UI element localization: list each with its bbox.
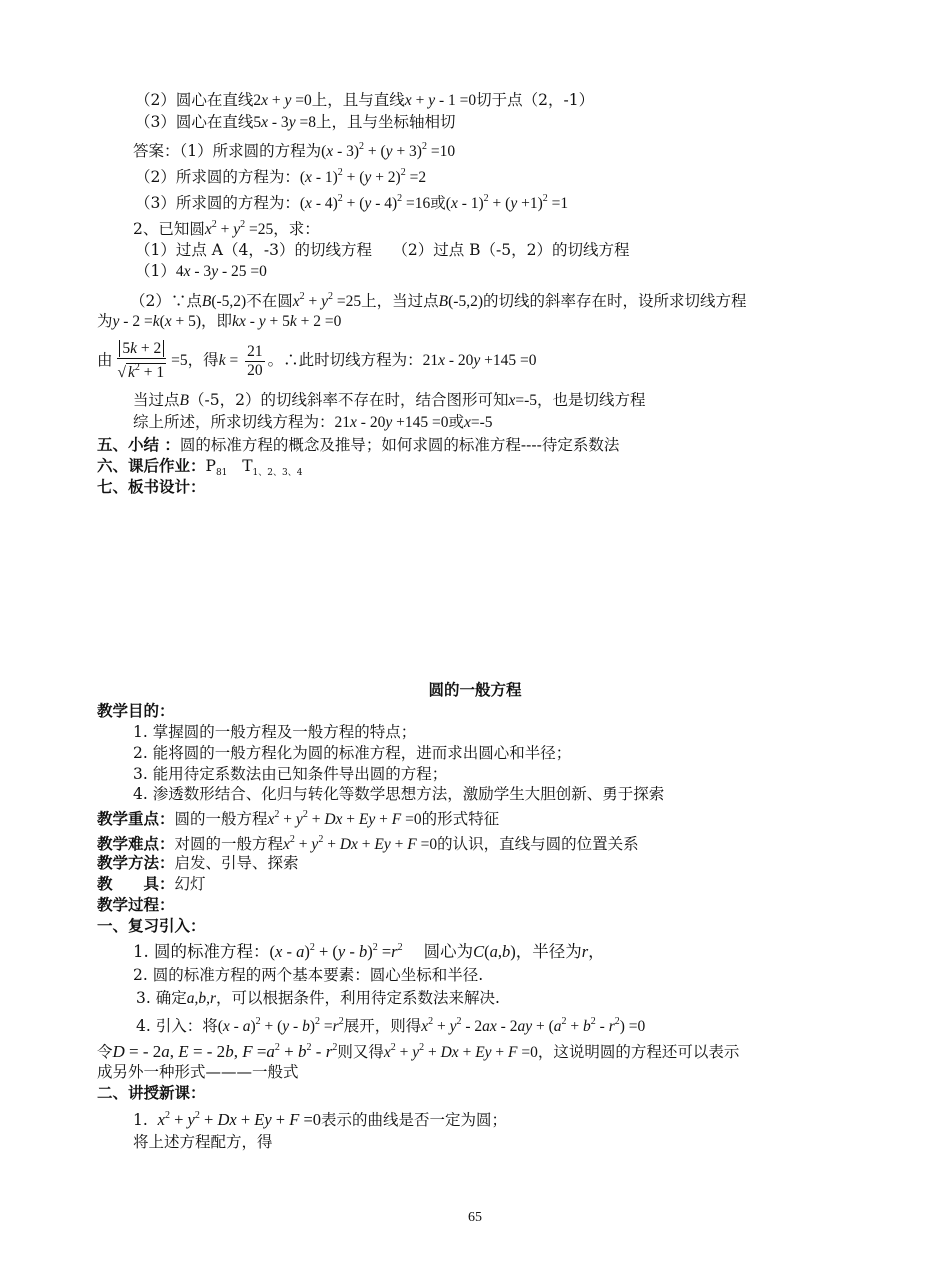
text: 展开，则得: [343, 1017, 422, 1035]
line-n2: 将上述方程配方，得: [133, 1133, 273, 1151]
math: D = - 2a, E = - 2b, $F =a^2 + b^2 - r^2$: [112, 1042, 338, 1061]
sub: 81: [215, 468, 228, 479]
sec1-heading: 一、复习引入：: [97, 917, 206, 935]
math: x=-5: [463, 414, 493, 431]
text: 的认识，直线与圆的位置关系: [437, 835, 639, 853]
text: （3）所求圆的方程为：: [135, 194, 300, 212]
math: 21x - 20y +145 =0: [334, 414, 449, 431]
line-dangguo: [133, 390, 646, 411]
line-q2-a1: [135, 261, 267, 282]
goal-3: 3. 能用待定系数法由已知条件导出圆的方程；: [133, 765, 448, 783]
text: ，即: [201, 312, 233, 330]
text: （1）过点 A（4，-3）的切线方程 （2）过点 B（-5，2）的切线方程: [135, 241, 630, 259]
text: 圆心为: [423, 942, 474, 961]
text: 1. 圆的标准方程：: [133, 942, 270, 961]
text: 4. 引入：将: [136, 1017, 218, 1035]
heading: 教 具：: [97, 875, 175, 893]
heading: 七、板书设计：: [97, 478, 206, 496]
text: 或: [448, 413, 464, 431]
text: （3）圆心在直线: [135, 113, 254, 131]
text: 答案：（1）所求圆的方程为: [133, 142, 322, 160]
text: （1）: [135, 262, 176, 280]
line-s5: [97, 435, 619, 455]
text: 为: [97, 312, 113, 330]
text: 或: [430, 194, 446, 212]
fraction: $\frac{5k + 2}{√ k^2 + 1}$: [116, 340, 169, 382]
line-cheng: 成另外一种形式———一般式: [97, 1063, 299, 1081]
sec2-heading: 二、讲授新课：: [97, 1084, 206, 1102]
math: $(x - 3)^2 + (y + 3)^2 =10$: [321, 141, 456, 160]
math: $x^2 + y^2 =25$: [204, 219, 274, 238]
line-tool: [97, 874, 206, 894]
text: 切于点（2，-1）: [476, 91, 595, 109]
line-you: 由 $\frac{5k + 2}{√ k^2 + 1}$ =5，得k = $\frac{21}{20}$ 。∴此时切线方程为：21x - 20y +145 =0: [97, 340, 537, 381]
line-q2-1: [135, 240, 630, 260]
text: ，也是切线方程: [537, 391, 646, 409]
text: 则又得: [337, 1043, 384, 1061]
text: （-5，2）的切线斜率不存在时，结合图形可知: [188, 391, 509, 409]
text: ，这说明圆的方程还可以表示: [537, 1043, 740, 1061]
math: $(x - a)^2 + (y - b)^2 =r^2$: [217, 1016, 344, 1035]
math: 5x - 3y =8: [253, 114, 316, 131]
line-zongshang: [133, 412, 493, 433]
math: $x^2 + y^2 + Dx + Ey + F =0$: [267, 809, 422, 828]
heading: 教学难点：: [97, 835, 175, 853]
math: B: [179, 392, 189, 409]
math: x + y - 1 =0: [404, 92, 477, 109]
math: x=-5: [508, 392, 537, 409]
goal-heading: 教学目的：: [97, 702, 175, 720]
line-r1: 1. 圆的标准方程：$(x - a)^2 + (y - b)^2 =r^2$ 圆心为C(a,b)，半径为r，: [133, 942, 605, 961]
line-q2-a2: [130, 287, 747, 312]
text: 令: [97, 1043, 113, 1061]
line-r2: 2. 圆的标准方程的两个基本要素：圆心坐标和半径.: [133, 966, 484, 984]
text: 。∴此时切线方程为：: [267, 351, 423, 369]
math: 4x - 3y - 25 =0: [175, 263, 267, 280]
text: 上，当过点: [361, 292, 439, 310]
line-ans1: [133, 137, 455, 162]
text: 圆的标准方程的概念及推导；如何求圆的标准方程----待定系数法: [179, 436, 620, 454]
math: (x - 4)$^2$ + (y - 4)$^2$ =16: [299, 193, 431, 212]
text: 幻灯: [174, 875, 206, 893]
line-key: [97, 805, 499, 830]
math: C(a,b): [473, 942, 516, 961]
text: 对圆的一般方程: [174, 835, 284, 853]
math: $x^2 + y^2 + Dx + Ey + F =0$: [283, 834, 438, 853]
math: $(x - 1)^2 + (y +1)^2 =1$: [445, 193, 569, 212]
math: $x^2 + y^2 + Dx + Ey + F =0$: [383, 1042, 538, 1061]
line-r3: [136, 988, 500, 1009]
text: ，得: [187, 351, 219, 369]
math: 2x + y =0: [253, 92, 312, 109]
math: kx - y + 5k + 2 =0: [232, 313, 342, 330]
text: T: [242, 457, 253, 475]
text: 1.: [133, 1111, 148, 1129]
math: $x^2 + y^2 =25$: [292, 291, 362, 310]
text: 圆的一般方程: [174, 810, 268, 828]
fraction: $\frac{21}{20}$: [247, 342, 263, 379]
page-number: 65: [468, 1210, 482, 1225]
line-ans3: [135, 189, 568, 214]
text: 由: [97, 351, 113, 369]
math: $(x - 1)^2 + (y + 2)^2 =2$: [299, 167, 427, 186]
text: （2）所求圆的方程为：: [135, 168, 300, 186]
heading: 教学方法：: [97, 854, 175, 872]
proc-heading: 教学过程：: [97, 896, 175, 914]
math: B(-5,2): [201, 293, 247, 310]
line-n1: [133, 1106, 507, 1130]
heading: 五、小结 ：: [97, 436, 180, 454]
line-q2: [133, 215, 320, 240]
text: ，半径为: [515, 942, 582, 961]
page-title: 圆的一般方程: [428, 681, 522, 699]
line-p3: [135, 112, 455, 133]
text: 不在圆: [246, 292, 293, 310]
text: P: [205, 457, 216, 475]
line-s7: [97, 477, 206, 497]
text: 上，且与直线: [311, 91, 405, 109]
text: 表示的曲线是否一定为圆；: [321, 1111, 508, 1129]
text: （2）圆心在直线: [135, 91, 254, 109]
goal-4: 4. 渗透数形结合、化归与转化等数学思想方法，激励学生大胆创新、勇于探索: [133, 785, 665, 803]
math: 21x - 20y +145 =0: [422, 352, 537, 369]
text: （2）∵点: [130, 292, 202, 310]
math: $(x - a)^2 + (y - b)^2 =r^2$: [269, 942, 403, 961]
text: ，求：: [273, 220, 320, 238]
math: $x^2 + y^2 + Dx + Ey + F =0$: [157, 1110, 321, 1129]
line-ling: [97, 1038, 739, 1063]
math: y - 2 =k(x + 5): [112, 313, 202, 330]
goal-2: 2. 能将圆的一般方程化为圆的标准方程，进而求出圆心和半径；: [133, 744, 572, 762]
math: a,b,r: [186, 990, 217, 1007]
text: 3. 确定: [136, 989, 187, 1007]
text: 2、已知圆: [133, 220, 205, 238]
line-wei: [97, 311, 341, 332]
text: 的切线的斜率存在时，设所求切线方程: [483, 292, 747, 310]
sub: 1、2、3、4: [252, 468, 303, 479]
goal-1: 1. 掌握圆的一般方程及一般方程的特点；: [133, 723, 417, 741]
line-p2: [135, 90, 594, 111]
text: 启发、引导、探索: [174, 854, 299, 872]
heading: 六、课后作业：: [97, 457, 206, 475]
text: 综上所述，所求切线方程为：: [133, 413, 335, 431]
math: B(-5,2): [438, 293, 483, 310]
line-r4: [136, 1012, 645, 1037]
heading: 教学重点：: [97, 810, 175, 828]
math: k =: [218, 352, 243, 369]
text: 当过点: [133, 391, 180, 409]
math: r: [581, 942, 589, 961]
text: 上，且与坐标轴相切: [315, 113, 456, 131]
line-ans2: [135, 163, 426, 188]
text: 的形式特征: [421, 810, 500, 828]
line-method: [97, 853, 299, 873]
math: $x^2 + y^2 - 2ax - 2ay + (a^2 + b^2 - r^2) =0$: [421, 1016, 646, 1035]
line-diff: [97, 830, 639, 855]
text: ，可以根据条件，利用待定系数法来解决.: [216, 989, 500, 1007]
